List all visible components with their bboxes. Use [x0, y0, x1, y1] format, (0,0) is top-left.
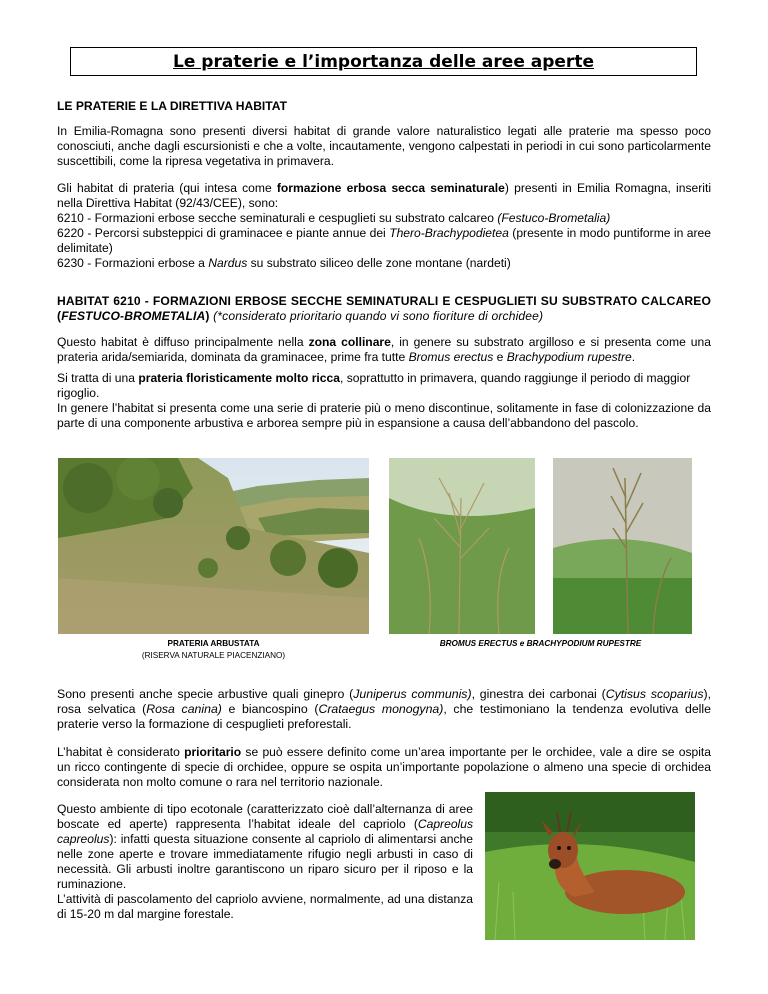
section3-paragraph2	[57, 745, 711, 790]
item-6230-text-end: su substrato siliceo delle zone montane (nardeti)	[247, 256, 511, 270]
section1-heading: LE PRATERIE E LA DIRETTIVA HABITAT	[57, 99, 287, 113]
page-title-box	[70, 47, 697, 76]
s3p3-c: ): infatti questa situazione consente al capriolo di alimentarsi anche nelle zone aperte e trovare immediatamente rifugio negli arbusti in caso di necessità. Gli arbusti inoltre garantiscono un riparo sicuro per il riposo e la ruminazione.	[57, 832, 473, 891]
photo-prateria-arbustata	[58, 458, 369, 634]
section1-paragraph2	[57, 181, 711, 211]
s2p1-e: e	[493, 350, 507, 364]
s3p1-i: , che testimoniano la tendenza evolutiva delle praterie verso la formazione di cespuglieti preforestali.	[57, 702, 711, 731]
p2-bold: formazione erbosa secca seminaturale	[276, 181, 505, 195]
s2p1-species2: Brachypodium rupestre	[506, 350, 632, 364]
section3-paragraph3	[57, 802, 473, 892]
item-6210-italic: (Festuco-Brometalia)	[497, 211, 611, 225]
s3p1-juniperus: Juniperus communis)	[353, 687, 472, 701]
s3p1-e: ), rosa selvatica (	[57, 687, 711, 716]
caption-photo1-title: PRATERIA ARBUSTATA	[167, 639, 260, 648]
item-6210-text: 6210 - Formazioni erbose secche seminaturali e cespuglieti su substrato calcareo	[57, 211, 498, 225]
s2-heading-c: )	[205, 309, 214, 323]
item-6230-text: 6230 - Formazioni erbose a	[57, 256, 209, 270]
s2p1-species1: Bromus erectus	[408, 350, 494, 364]
caption-photo2: BROMUS ERECTUS e BRACHYPODIUM RUPESTRE	[439, 639, 642, 648]
photo-capriolo	[485, 792, 695, 940]
s2p2-bold: prateria floristicamente molto ricca	[138, 371, 340, 385]
habitat-list-item-6230	[57, 256, 711, 271]
p2-text-c: ) presenti in Emilia Romagna, inseriti nella Direttiva Habitat (92/43/CEE), sono:	[57, 181, 711, 210]
s3p1-rosa: Rosa canina)	[146, 702, 222, 716]
s3p3-species: Capreolus capreolus	[57, 817, 473, 846]
s3p1-cytisus: Cytisus scoparius	[605, 687, 704, 701]
s2p1-bold: zona collinare	[308, 335, 391, 349]
section3-paragraph4: L’attività di pascolamento del capriolo avviene, normalmente, ad una distanza di 15-20 m dal margine forestale.	[57, 892, 473, 921]
p2-text-a: Gli habitat di prateria (qui intesa come	[57, 181, 277, 195]
photo-brachypodium-rupestre	[553, 458, 692, 634]
s2p2-c: , soprattutto in primavera, quando raggiunge il periodo di maggior rigoglio.	[57, 371, 691, 400]
s2p1-g: .	[631, 350, 636, 364]
s3p2-a: L’habitat è considerato	[57, 745, 185, 759]
photo-bromus-erectus	[389, 458, 535, 634]
habitat-list-item-6210	[57, 211, 711, 226]
section2-heading	[57, 294, 711, 324]
item-6230-italic: Nardus	[208, 256, 248, 270]
section2-paragraph1	[57, 335, 711, 365]
caption-photo1-subtitle: (RISERVA NATURALE PIACENZIANO)	[141, 651, 286, 660]
s2p2-a: Si tratta di una	[57, 371, 139, 385]
s2-heading-a: HABITAT 6210 - FORMAZIONI ERBOSE SECCHE SEMINATURALI E CESPUGLIETI SU SUBSTRATO CALCAREO (	[57, 294, 711, 323]
habitat-list-item-6220	[57, 226, 711, 256]
item-6220-italic: Thero-Brachypodietea	[389, 226, 509, 240]
section2-paragraph2	[57, 371, 711, 401]
s3p1-crataegus: Crataegus monogyna)	[318, 702, 444, 716]
item-6220-text-end: (presente in modo puntiforme in aree delimitate)	[57, 226, 711, 255]
s2-heading-note: (*considerato prioritario quando vi sono fioriture di orchidee)	[213, 309, 544, 323]
s2-heading-italic: FESTUCO-BROMETALIA	[61, 309, 206, 323]
page-title: Le praterie e l’importanza delle aree aperte	[173, 52, 594, 72]
s3p1-c: , ginestra dei carbonai (	[471, 687, 606, 701]
item-6220-text: 6220 - Percorsi substeppici di graminacee e piante annue dei	[57, 226, 390, 240]
s3p1-a: Sono presenti anche specie arbustive quali ginepro (	[57, 687, 354, 701]
s2p1-a: Questo habitat è diffuso principalmente nella	[57, 335, 309, 349]
s3p1-g: e biancospino (	[221, 702, 319, 716]
section2-paragraph3: In genere l’habitat si presenta come una serie di praterie più o meno discontinue, solitamente in fase di colonizzazione da parte di una componente arbustiva e arborea sempre più in espansione a causa dell’abbandono del pascolo.	[57, 401, 711, 430]
section1-paragraph1: In Emilia-Romagna sono presenti diversi habitat di grande valore naturalistico legati alle praterie ma spesso poco conosciuti, anche dagli escursionisti e che a volte, incautamente, vengono calpestati in periodi in cui sono particolarmente suscettibili, come la ripresa vegetativa in primavera.	[57, 124, 711, 168]
s3p2-c: se può essere definito come un’area importante per le orchidee, vale a dire se ospita un ricco contingente di specie di orchidee, oppure se ospita un’importante popolazione o almeno una specie di orchidea considerata non molto comune o rara nel territorio nazionale.	[57, 745, 712, 789]
s2p1-c: , in genere su substrato argilloso e si presenta come una prateria arida/semiarida, dominata da graminacee, prime fra tutte	[57, 335, 711, 364]
s3p3-a: Questo ambiente di tipo ecotonale (caratterizzato cioè dall’alternanza di aree boscate ed aperte) rappresenta l’habitat ideale del capriolo (	[57, 802, 473, 831]
section3-paragraph1	[57, 687, 711, 732]
s3p2-bold: prioritario	[184, 745, 242, 759]
